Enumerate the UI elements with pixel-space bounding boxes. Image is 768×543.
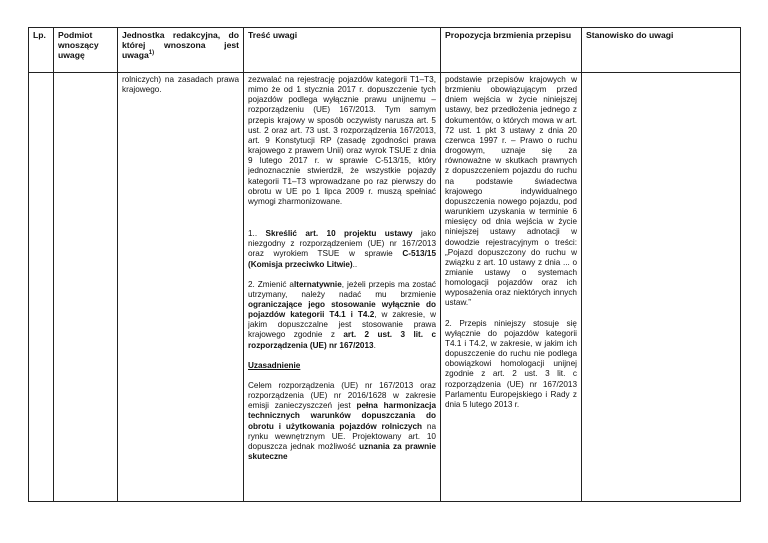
table-row: [29, 73, 741, 502]
header-lp: Lp.: [29, 28, 54, 73]
p4-a: Celem rozporządzenia (UE) nr 167/2013 oraz rozporządzenia (UE) nr 2016/1628 w zakresie emisji zanieczyszczeń jest: [248, 380, 436, 411]
p2-a: 1..: [248, 229, 266, 239]
cell-stanowisko: [582, 73, 741, 502]
p3-b: lternatywnie: [293, 279, 342, 289]
uzasadnienie-heading: Uzasadnienie: [248, 360, 301, 370]
footnote-marker: 1): [148, 50, 155, 57]
header-jednostka-text: [122, 30, 239, 61]
p4-d: uznania za prawnie skuteczne: [248, 441, 436, 461]
header-stanowisko: Stanowisko do uwagi: [582, 28, 741, 73]
header-propozycja: Propozycja brzmienia przepisu: [441, 28, 582, 73]
remarks-table: [28, 27, 741, 502]
tresc-paragraph-3: [248, 280, 436, 351]
tresc-paragraph-1: zezwalać na rejestrację pojazdów kategorii T1–T3, mimo że od 1 stycznia 2017 r. dopuszczenie tych pojazdów podlega wyłącznie prawu unijnemu – rozporządzeniu (UE) 167/2013. Tym samym przepis krajowy w sposób oczywisty narusza art. 5 ust. 2 oraz art. 73 ust. 3 rozporządzenia 167/2013, art. 9 Konstytucji RP (zasadę zgodności prawa krajowego z prawem Unii) oraz wyrok TSUE z dnia 9 lutego 2017 r. w sprawie C-513/15, który jednoznacznie stwierdził, że wszystkie pojazdy kategorii T1–T3 wprowadzane po raz pierwszy do obrotu w UE po 1 lipca 2009 r. muszą spełniać wymogi zharmonizowane.: [248, 75, 436, 206]
tresc-paragraph-4: [248, 381, 436, 462]
propozycja-paragraph-2: 2. Przepis niniejszy stosuje się wyłącznie do pojazdów kategorii T4.1 i T4.2, w zakresie, w jakim ich dopuszczenie do ruchu nie podlega obowiązkowi homologacji unijnej zgodnie z art. 2 ust. 3 lit. c rozporządzenia (UE) nr 167/2013 Parlamentu Europejskiego i Rady z dnia 5 lutego 2013 r.: [445, 318, 577, 409]
cell-jednostka: [118, 73, 244, 502]
cell-tresc: [244, 73, 441, 502]
propozycja-paragraph-1: podstawie przepisów krajowych w brzmieniu obowiązującym przed dniem wejścia w życie niniejszej ustawy, bez przedłożenia jednego z dokumentów, o których mowa w art. 72 ust. 1 pkt 3 ustawy z dnia 20 czerwca 1997 r. – Prawo o ruchu drogowym, uznaje się za równoważne w skutkach prawnych z dopuszczeniem pojazdu do ruchu na podstawie świadectwa krajowego indywidualnego dopuszczenia nowego pojazdu, pod warunkiem uzyskania w terminie 6 miesięcy od dnia wejścia w życie niniejszej ustawy adnotacji w dowodzie rejestracyjnym o treści: „Pojazd dopuszczony do ruchu w związku z art. 10 ustawy z dnia ... o zmianie ustawy o systemach homologacji pojazdów oraz ich wyposażenia oraz niektórych innych ustaw.”: [445, 75, 577, 308]
p2-d: C-513/15 (Komisja przeciwko Litwie): [248, 249, 436, 269]
tresc-paragraph-2: [248, 229, 436, 270]
p3-d: ograniczające jego stosowanie wyłącznie do pojazdów kategorii T4.1 i T4.2: [248, 299, 436, 320]
stanowisko-value: [586, 75, 736, 499]
p3-f: art. 2 ust. 3 lit. c rozporządzenia (UE) nr 167/2013: [248, 330, 436, 350]
lp-value: [33, 75, 49, 499]
podmiot-value: [58, 75, 113, 499]
header-jednostka-label: Jednostka redakcyjna, do której wnoszona jest uwaga: [122, 30, 239, 61]
header-podmiot: Podmiot wnoszący uwagę: [54, 28, 118, 73]
jednostka-value: rolniczych) na zasadach prawa krajowego.: [122, 75, 239, 95]
p3-a: 2. Zmienić a: [248, 279, 294, 289]
p4-c: na rynku wewnętrznym UE. Projektowany art. 10 dopuszcza jednak możliwość: [248, 421, 436, 451]
header-tresc: Treść uwagi: [244, 28, 441, 73]
p2-e: ..: [352, 259, 358, 269]
propozycja-content: [445, 75, 577, 499]
p3-g: .: [373, 340, 376, 350]
remarks-table-page: [28, 27, 740, 495]
p2-b: Skreślić art. 10 projektu ustawy: [265, 229, 413, 239]
cell-lp: [29, 73, 54, 502]
header-jednostka: [118, 28, 244, 73]
p3-c: , jeżeli przepis ma zostać utrzymany, należy nadać mu brzmienie: [248, 279, 436, 299]
p4-b: pełna harmonizacja technicznych warunków dopuszczania do obrotu i użytkowania pojazdów rolniczych: [248, 401, 436, 431]
tresc-content: [248, 75, 436, 499]
p2-c: jako niezgodny z rozporządzeniem (UE) nr 167/2013 oraz wyrokiem TSUE w sprawie: [248, 229, 436, 259]
p3-e: , w zakresie, w jakim dopuszczalne jest stosowanie prawa krajowego zgodnie z: [248, 310, 436, 340]
table-header-row: [29, 28, 741, 73]
cell-podmiot: [54, 73, 118, 502]
cell-propozycja: [441, 73, 582, 502]
